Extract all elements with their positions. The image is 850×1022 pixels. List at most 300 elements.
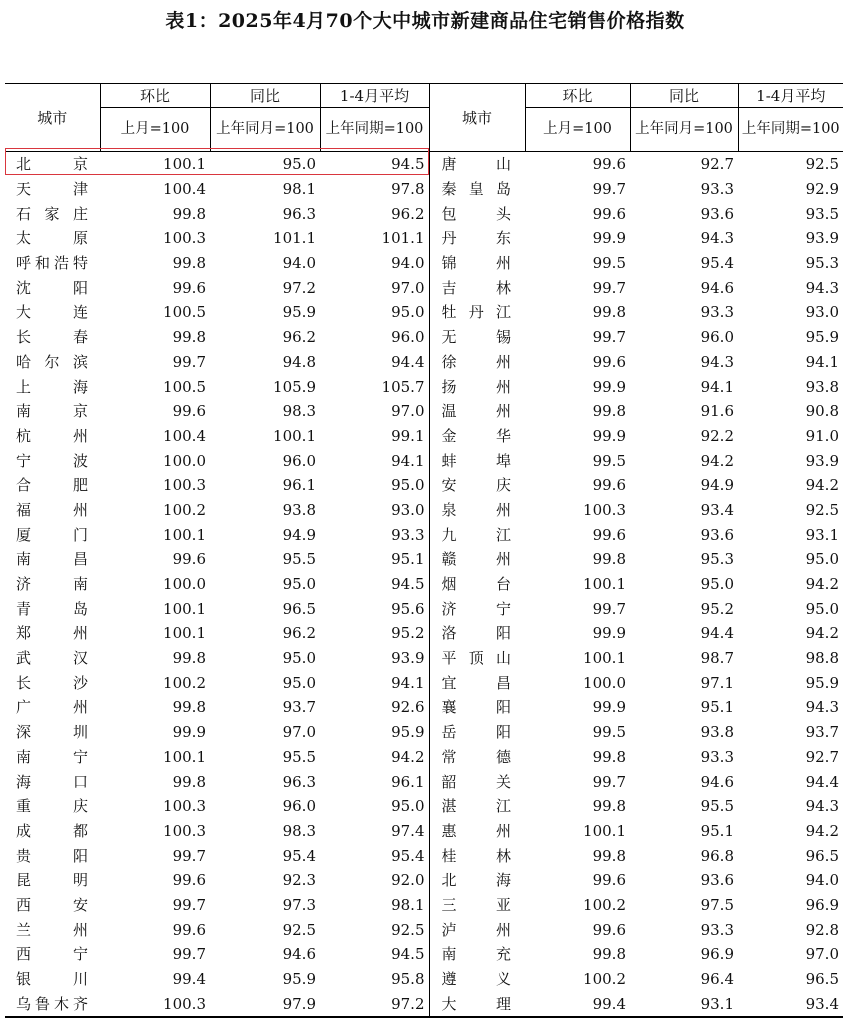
- cell-city-right: 大理: [429, 991, 525, 1017]
- cell-city-right: 惠州: [441, 821, 511, 840]
- cell-city-right: 温州: [441, 402, 511, 421]
- cell-city-right: 丹东: [441, 229, 511, 248]
- table-row: [5, 226, 843, 251]
- table-row: [5, 424, 843, 449]
- cell-mom-right: 99.4: [525, 991, 630, 1017]
- cell-city-left: 长春: [16, 328, 88, 347]
- cell-yoy-right: 95.1: [700, 821, 734, 840]
- header-mom-base-left: 上月=100: [100, 108, 210, 152]
- cell-avg-right: 95.0: [805, 550, 839, 569]
- price-index-table: [5, 83, 843, 1018]
- cell-yoy-left: 95.0: [282, 673, 316, 692]
- cell-yoy-right: 94.6: [700, 278, 734, 297]
- cell-avg-right: 93.9: [805, 229, 839, 248]
- cell-city-left: 上海: [16, 377, 88, 396]
- cell-avg-left: 92.0: [320, 868, 429, 893]
- cell-avg-right: 92.9: [805, 180, 839, 199]
- cell-mom-left: 100.1: [163, 624, 206, 643]
- table-title: 表1：2025年4月70个大中城市新建商品住宅销售价格指数: [165, 10, 685, 32]
- cell-mom-right: 99.8: [592, 550, 626, 569]
- cell-mom-right: 99.5: [592, 723, 626, 742]
- cell-avg-right: 94.3: [805, 797, 839, 816]
- cell-avg-right: 94.3: [805, 278, 839, 297]
- cell-mom-left: 99.8: [172, 649, 206, 668]
- cell-city-right: 岳阳: [441, 723, 511, 742]
- cell-yoy-left: 97.0: [282, 723, 316, 742]
- cell-city-left: 南京: [16, 402, 88, 421]
- cell-mom-right: 100.1: [583, 649, 626, 668]
- cell-mom-left: 99.8: [172, 328, 206, 347]
- cell-mom-left: 99.7: [172, 895, 206, 914]
- cell-yoy-right: 96.8: [700, 846, 734, 865]
- header-mom-right: 环比: [525, 84, 630, 108]
- cell-yoy-right: 94.3: [700, 352, 734, 371]
- cell-city-left: 福州: [16, 500, 88, 519]
- cell-city-left: 宁波: [16, 451, 88, 470]
- cell-avg-right: 96.5: [805, 970, 839, 989]
- cell-avg-right: 91.0: [805, 426, 839, 445]
- cell-city-right: 蚌埠: [441, 451, 511, 470]
- cell-mom-left: 100.0: [163, 575, 206, 594]
- cell-city-left: 石家庄: [16, 204, 88, 223]
- table-body: [5, 152, 843, 1018]
- cell-city-right: 三亚: [441, 895, 511, 914]
- cell-mom-right: 99.5: [592, 254, 626, 273]
- cell-mom-right: 99.9: [592, 426, 626, 445]
- cell-city-left: 南昌: [16, 550, 88, 569]
- cell-city-right: 九江: [441, 525, 511, 544]
- cell-city-left: 银川: [16, 970, 88, 989]
- cell-yoy-right: 96.4: [700, 970, 734, 989]
- cell-mom-left: 100.4: [163, 426, 206, 445]
- cell-city-left: 呼和浩特: [16, 254, 88, 273]
- cell-mom-right: 99.6: [592, 525, 626, 544]
- table-row: [5, 251, 843, 276]
- cell-city-left: 兰州: [16, 920, 88, 939]
- cell-yoy-left: 94.8: [282, 352, 316, 371]
- cell-yoy-right: 93.3: [700, 303, 734, 322]
- cell-avg-left: 97.8: [320, 177, 429, 202]
- table-row: [5, 374, 843, 399]
- cell-avg-left: 97.0: [320, 399, 429, 424]
- cell-mom-right: 99.9: [592, 377, 626, 396]
- header-yoy-right: 同比: [630, 84, 738, 108]
- cell-mom-right: 99.6: [592, 204, 626, 223]
- cell-city-right: 秦皇岛: [441, 180, 511, 199]
- cell-city-left: 沈阳: [16, 278, 88, 297]
- cell-city-right: 韶关: [441, 772, 511, 791]
- cell-yoy-right: 95.5: [700, 797, 734, 816]
- cell-avg-left: 97.2: [320, 991, 429, 1017]
- cell-city-right: 南充: [441, 945, 511, 964]
- table-row: [5, 868, 843, 893]
- cell-yoy-left: 94.9: [282, 525, 316, 544]
- cell-mom-left: 99.6: [172, 278, 206, 297]
- table-row: [5, 893, 843, 918]
- header-yoy-left: 同比: [210, 84, 320, 108]
- cell-yoy-left: 95.5: [282, 550, 316, 569]
- cell-mom-right: 99.8: [592, 747, 626, 766]
- table-row: [5, 473, 843, 498]
- cell-city-left: 西宁: [16, 945, 88, 964]
- cell-city-right: 北海: [441, 871, 511, 890]
- table-row: [5, 646, 843, 671]
- cell-mom-left: 100.0: [163, 451, 206, 470]
- cell-avg-left: 94.1: [320, 448, 429, 473]
- table-row: [5, 522, 843, 547]
- cell-avg-left: 97.4: [320, 819, 429, 844]
- header-city-right: 城市: [429, 84, 525, 152]
- cell-mom-right: 100.2: [583, 970, 626, 989]
- cell-yoy-right: 91.6: [700, 402, 734, 421]
- cell-avg-left: 98.1: [320, 893, 429, 918]
- header-yoy-base-right: 上年同月=100: [630, 108, 738, 152]
- cell-city-left: 合肥: [16, 476, 88, 495]
- cell-mom-left: 99.8: [172, 254, 206, 273]
- cell-avg-right: 95.9: [805, 328, 839, 347]
- header-avg-right: 1-4月平均: [738, 84, 843, 108]
- header-city-left: 城市: [5, 84, 100, 152]
- cell-avg-right: 98.8: [805, 649, 839, 668]
- cell-yoy-left: 96.2: [282, 624, 316, 643]
- cell-mom-left: 100.1: [163, 599, 206, 618]
- table-row: [5, 177, 843, 202]
- cell-mom-right: 99.8: [592, 402, 626, 421]
- table-row: [5, 967, 843, 992]
- cell-yoy-right: 95.2: [700, 599, 734, 618]
- cell-yoy-left: 96.0: [282, 451, 316, 470]
- cell-yoy-left: 100.1: [273, 426, 316, 445]
- cell-yoy-right: 95.1: [700, 698, 734, 717]
- cell-yoy-left: 95.5: [282, 747, 316, 766]
- cell-city-left: 武汉: [16, 649, 88, 668]
- cell-avg-right: 96.9: [805, 895, 839, 914]
- cell-avg-right: 93.8: [805, 377, 839, 396]
- cell-yoy-right: 93.3: [700, 180, 734, 199]
- cell-mom-left: 100.1: [163, 525, 206, 544]
- cell-avg-left: 95.0: [320, 473, 429, 498]
- cell-avg-left: 94.5: [320, 942, 429, 967]
- cell-mom-right: 99.8: [592, 945, 626, 964]
- cell-avg-left: 93.3: [320, 522, 429, 547]
- cell-city-right: 湛江: [441, 797, 511, 816]
- cell-yoy-right: 93.4: [700, 500, 734, 519]
- cell-avg-left: 94.0: [320, 251, 429, 276]
- cell-city-right: 宜昌: [441, 673, 511, 692]
- cell-avg-right: 92.7: [805, 747, 839, 766]
- cell-yoy-right: 94.2: [700, 451, 734, 470]
- header-mom-base-right: 上月=100: [525, 108, 630, 152]
- table-row: [5, 498, 843, 523]
- cell-avg-left: 95.6: [320, 596, 429, 621]
- cell-mom-left: 100.1: [163, 155, 206, 174]
- table-row: [5, 745, 843, 770]
- cell-mom-left: 99.7: [172, 945, 206, 964]
- cell-mom-left: 99.4: [172, 970, 206, 989]
- table-row: [5, 621, 843, 646]
- cell-yoy-left: 97.3: [282, 895, 316, 914]
- cell-city-left: 太原: [16, 229, 88, 248]
- cell-mom-left: 100.3: [163, 476, 206, 495]
- cell-mom-right: 99.9: [592, 624, 626, 643]
- cell-city-left: 深圳: [16, 723, 88, 742]
- cell-mom-left: 100.5: [163, 303, 206, 322]
- cell-avg-right: 92.8: [805, 920, 839, 939]
- cell-mom-right: 99.6: [592, 476, 626, 495]
- table-row: [5, 300, 843, 325]
- cell-mom-right: 99.7: [592, 180, 626, 199]
- cell-avg-right: 93.9: [805, 451, 839, 470]
- cell-mom-right: 99.7: [592, 328, 626, 347]
- table-row: [5, 942, 843, 967]
- cell-avg-left: 94.2: [320, 745, 429, 770]
- table-row: [5, 991, 843, 1017]
- cell-mom-left: 99.6: [172, 402, 206, 421]
- table-row: [5, 350, 843, 375]
- cell-mom-right: 99.7: [592, 599, 626, 618]
- cell-avg-left: 95.1: [320, 547, 429, 572]
- table-row: [5, 819, 843, 844]
- cell-avg-right: 94.0: [805, 871, 839, 890]
- table-row: [5, 843, 843, 868]
- cell-mom-left: 100.2: [163, 673, 206, 692]
- cell-yoy-left: 94.0: [282, 254, 316, 273]
- cell-avg-right: 95.0: [805, 599, 839, 618]
- cell-yoy-left: 95.9: [282, 303, 316, 322]
- cell-city-right: 济宁: [441, 599, 511, 618]
- cell-yoy-left: 96.1: [282, 476, 316, 495]
- cell-yoy-right: 97.1: [700, 673, 734, 692]
- cell-city-right: 安庆: [441, 476, 511, 495]
- cell-avg-left: 95.9: [320, 720, 429, 745]
- cell-yoy-left: 92.5: [282, 920, 316, 939]
- cell-mom-left: 99.8: [172, 204, 206, 223]
- cell-yoy-left: 96.3: [282, 204, 316, 223]
- cell-yoy-right: 96.0: [700, 328, 734, 347]
- cell-yoy-left: 98.1: [282, 180, 316, 199]
- cell-city-right: 泉州: [441, 500, 511, 519]
- cell-yoy-left: 93.7: [282, 698, 316, 717]
- cell-avg-right: 94.2: [805, 821, 839, 840]
- cell-avg-right: 93.5: [805, 204, 839, 223]
- cell-avg-left: 96.2: [320, 201, 429, 226]
- cell-yoy-right: 97.5: [700, 895, 734, 914]
- cell-yoy-right: 93.6: [700, 204, 734, 223]
- cell-yoy-left: 105.9: [273, 377, 316, 396]
- cell-yoy-right: 93.6: [700, 871, 734, 890]
- cell-avg-left: 93.9: [320, 646, 429, 671]
- cell-city-left: 广州: [16, 698, 88, 717]
- cell-avg-left: 94.4: [320, 350, 429, 375]
- cell-mom-right: 99.8: [592, 797, 626, 816]
- cell-yoy-left: 94.6: [282, 945, 316, 964]
- cell-city-left: 长沙: [16, 673, 88, 692]
- cell-mom-left: 100.3: [163, 229, 206, 248]
- header-avg-left: 1-4月平均: [320, 84, 429, 108]
- cell-yoy-left: 95.0: [282, 575, 316, 594]
- cell-avg-left: 97.0: [320, 275, 429, 300]
- cell-yoy-left: 96.3: [282, 772, 316, 791]
- table-row: [5, 917, 843, 942]
- cell-avg-left: 95.0: [320, 300, 429, 325]
- cell-yoy-right: 94.1: [700, 377, 734, 396]
- cell-city-right: 烟台: [441, 575, 511, 594]
- cell-yoy-left: 97.2: [282, 278, 316, 297]
- cell-city-left: 贵阳: [16, 846, 88, 865]
- cell-avg-right: 96.5: [805, 846, 839, 865]
- cell-mom-left: 100.1: [163, 747, 206, 766]
- cell-mom-right: 100.1: [583, 821, 626, 840]
- cell-city-right: 桂林: [441, 846, 511, 865]
- table-row: [5, 720, 843, 745]
- cell-mom-left: 99.8: [172, 772, 206, 791]
- table-row: [5, 695, 843, 720]
- cell-city-left: 厦门: [16, 525, 88, 544]
- cell-city-right: 唐山: [441, 155, 511, 174]
- cell-mom-right: 99.6: [592, 871, 626, 890]
- cell-mom-right: 100.3: [583, 500, 626, 519]
- cell-city-left: 昆明: [16, 871, 88, 890]
- cell-yoy-right: 93.3: [700, 920, 734, 939]
- table-row: [5, 399, 843, 424]
- cell-city-right: 吉林: [441, 278, 511, 297]
- cell-avg-right: 94.1: [805, 352, 839, 371]
- cell-yoy-right: 94.3: [700, 229, 734, 248]
- cell-mom-left: 99.9: [172, 723, 206, 742]
- cell-avg-left: 95.8: [320, 967, 429, 992]
- cell-avg-left: 94.5: [320, 572, 429, 597]
- cell-city-left: 郑州: [16, 624, 88, 643]
- header-avg-base-right: 上年同期=100: [738, 108, 843, 152]
- cell-yoy-right: 93.6: [700, 525, 734, 544]
- cell-avg-left: 94.1: [320, 670, 429, 695]
- cell-city-left: 青岛: [16, 599, 88, 618]
- cell-yoy-left: 98.3: [282, 821, 316, 840]
- cell-avg-right: 94.2: [805, 575, 839, 594]
- cell-yoy-left: 96.5: [282, 599, 316, 618]
- cell-city-left: 重庆: [16, 797, 88, 816]
- cell-yoy-right: 93.1: [630, 991, 738, 1017]
- cell-mom-left: 100.2: [163, 500, 206, 519]
- cell-city-right: 扬州: [441, 377, 511, 396]
- cell-mom-left: 100.3: [163, 797, 206, 816]
- cell-yoy-right: 96.9: [700, 945, 734, 964]
- cell-city-right: 泸州: [441, 920, 511, 939]
- cell-avg-right: 95.9: [805, 673, 839, 692]
- cell-yoy-right: 94.9: [700, 476, 734, 495]
- cell-yoy-left: 96.2: [282, 328, 316, 347]
- cell-mom-left: 99.7: [172, 352, 206, 371]
- cell-city-left: 乌鲁木齐: [5, 991, 100, 1017]
- cell-city-left: 成都: [16, 821, 88, 840]
- cell-city-right: 遵义: [441, 970, 511, 989]
- header-avg-base-left: 上年同期=100: [320, 108, 429, 152]
- cell-yoy-left: 95.0: [282, 155, 316, 174]
- cell-avg-left: 96.1: [320, 769, 429, 794]
- cell-city-right: 襄阳: [441, 698, 511, 717]
- cell-mom-left: 99.6: [172, 920, 206, 939]
- cell-yoy-left: 92.3: [282, 871, 316, 890]
- cell-avg-left: 101.1: [320, 226, 429, 251]
- cell-city-right: 金华: [441, 426, 511, 445]
- header-mom-left: 环比: [100, 84, 210, 108]
- cell-avg-right: 93.0: [805, 303, 839, 322]
- cell-city-right: 徐州: [441, 352, 511, 371]
- cell-mom-left: 99.8: [172, 698, 206, 717]
- cell-mom-left: 100.5: [163, 377, 206, 396]
- cell-mom-right: 100.0: [583, 673, 626, 692]
- cell-avg-right: 97.0: [805, 945, 839, 964]
- cell-city-left: 天津: [16, 180, 88, 199]
- cell-yoy-right: 98.7: [700, 649, 734, 668]
- cell-city-left: 海口: [16, 772, 88, 791]
- cell-yoy-left: 96.0: [282, 797, 316, 816]
- cell-yoy-right: 93.8: [700, 723, 734, 742]
- cell-yoy-left: 95.9: [282, 970, 316, 989]
- table-row: [5, 572, 843, 597]
- cell-yoy-right: 92.2: [700, 426, 734, 445]
- cell-avg-right: 92.5: [805, 155, 839, 174]
- cell-city-left: 济南: [16, 575, 88, 594]
- cell-mom-right: 99.7: [592, 772, 626, 791]
- cell-avg-left: 94.5: [320, 152, 429, 177]
- cell-yoy-right: 95.0: [700, 575, 734, 594]
- cell-avg-left: 99.1: [320, 424, 429, 449]
- cell-city-right: 无锡: [441, 328, 511, 347]
- cell-mom-right: 99.9: [592, 229, 626, 248]
- cell-avg-right: 93.1: [805, 525, 839, 544]
- cell-avg-right: 94.4: [805, 772, 839, 791]
- cell-yoy-left: 97.9: [210, 991, 320, 1017]
- cell-mom-left: 100.3: [163, 821, 206, 840]
- table-row: [5, 794, 843, 819]
- cell-city-right: 平顶山: [441, 649, 511, 668]
- cell-city-left: 西安: [16, 895, 88, 914]
- cell-city-left: 哈尔滨: [16, 352, 88, 371]
- cell-mom-left: 99.7: [172, 846, 206, 865]
- cell-mom-right: 99.5: [592, 451, 626, 470]
- cell-city-left: 杭州: [16, 426, 88, 445]
- cell-mom-right: 99.8: [592, 303, 626, 322]
- cell-city-left: 北京: [16, 155, 88, 174]
- table-row: [5, 201, 843, 226]
- cell-avg-right: 95.3: [805, 254, 839, 273]
- cell-avg-right: 93.7: [805, 723, 839, 742]
- table-row: [5, 275, 843, 300]
- cell-yoy-left: 93.8: [282, 500, 316, 519]
- cell-yoy-right: 94.4: [700, 624, 734, 643]
- cell-avg-right: 94.2: [805, 476, 839, 495]
- cell-city-left: 大连: [16, 303, 88, 322]
- cell-avg-left: 95.0: [320, 794, 429, 819]
- cell-yoy-right: 93.3: [700, 747, 734, 766]
- table-row: [5, 596, 843, 621]
- cell-avg-right: 94.3: [805, 698, 839, 717]
- cell-avg-left: 92.5: [320, 917, 429, 942]
- cell-yoy-left: 95.0: [282, 649, 316, 668]
- cell-yoy-right: 95.3: [700, 550, 734, 569]
- cell-city-right: 锦州: [441, 254, 511, 273]
- cell-yoy-right: 92.7: [700, 155, 734, 174]
- cell-avg-left: 96.0: [320, 325, 429, 350]
- cell-mom-right: 99.6: [592, 155, 626, 174]
- cell-yoy-left: 98.3: [282, 402, 316, 421]
- table-row: [5, 325, 843, 350]
- cell-mom-right: 99.6: [592, 920, 626, 939]
- cell-avg-left: 92.6: [320, 695, 429, 720]
- cell-avg-left: 105.7: [320, 374, 429, 399]
- table-row: [5, 152, 843, 177]
